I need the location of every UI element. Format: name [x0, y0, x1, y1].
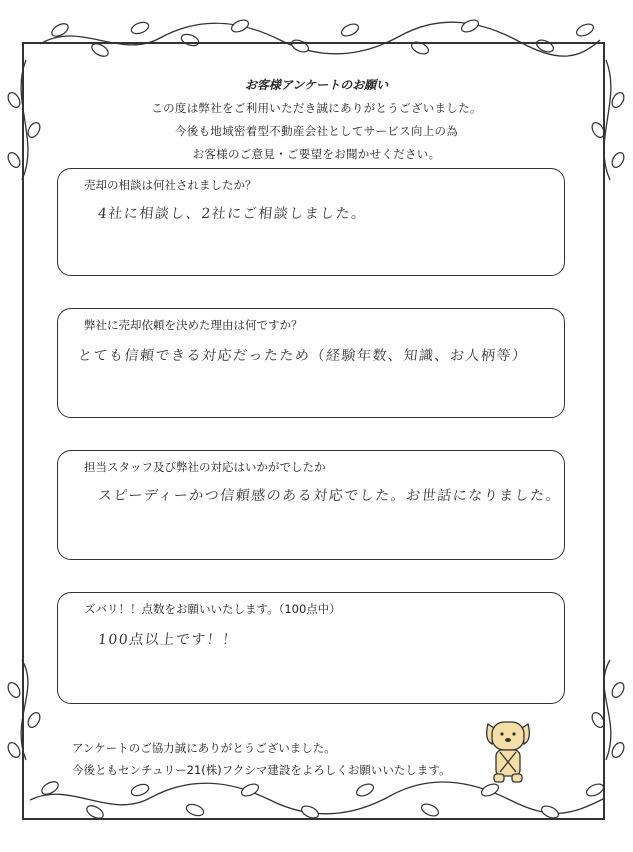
question-label: ズバリ！！点数をお願いいたします。（100点中）: [84, 602, 341, 616]
dog-mascot-icon: [480, 716, 536, 786]
footer-company: 今後ともセンチュリー21(株)フクシマ建設をよろしくお願いいたします。: [72, 763, 451, 777]
handwritten-answer: 100点以上です！！: [97, 632, 239, 648]
handwritten-answer: とても信頼できる対応だったため（経験年数、知識、お人柄等）: [77, 348, 529, 364]
question-box-2: [57, 308, 565, 418]
intro-line-1: この度は弊社をご利用いただき誠にありがとうございました。: [151, 101, 482, 115]
survey-title: お客様アンケートのお願い: [244, 78, 389, 92]
handwritten-answer: 4社に相談し、2社にご相談しました。: [97, 206, 368, 222]
question-label: 担当スタッフ及び弊社の対応はいかがでしたか: [84, 460, 326, 474]
question-label: 弊社に売却依頼を決めた理由は何ですか？: [84, 318, 303, 332]
handwritten-answer: スピーディーかつ信頼感のある対応でした。お世話になりました。: [97, 488, 563, 504]
question-box-1: [57, 168, 565, 276]
footer-thanks: アンケートのご協力誠にありがとうございました。: [72, 741, 336, 755]
question-box-4: [57, 592, 565, 704]
intro-line-3: お客様のご意見・ご要望をお聞かせください。: [192, 147, 441, 161]
intro-line-2: 今後も地域密着型不動産会社としてサービス向上の為: [174, 124, 459, 138]
question-box-3: [57, 450, 565, 560]
question-label: 売却の相談は何社されましたか？: [84, 178, 257, 192]
